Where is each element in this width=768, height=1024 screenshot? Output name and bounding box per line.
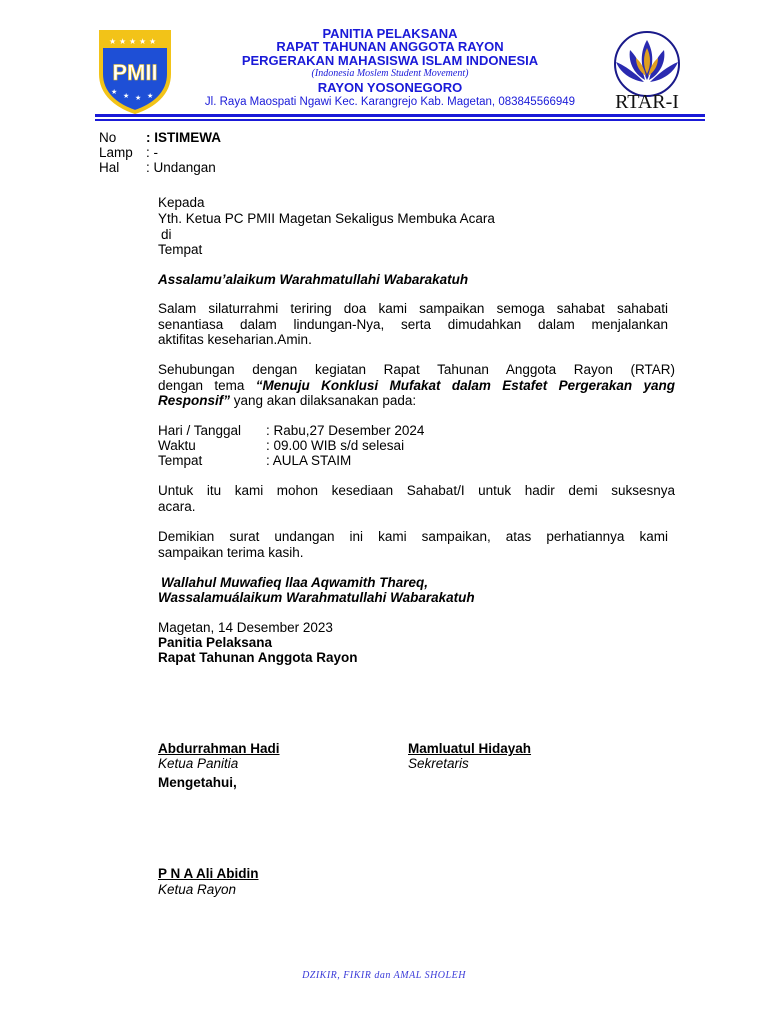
meta-no-label: No <box>99 130 117 145</box>
meta-hal-value: : Undangan <box>146 160 216 175</box>
event-time-value: : 09.00 WIB s/d selesai <box>266 438 405 453</box>
header-org-line2: RAPAT TAHUNAN ANGGOTA RAYON <box>276 39 504 54</box>
paragraph-2 <box>158 362 675 409</box>
svg-text:★: ★ <box>149 37 157 46</box>
svg-text:★: ★ <box>109 37 117 46</box>
org-name-1: Panitia Pelaksana <box>158 635 273 650</box>
meta-lamp-value: : - <box>146 145 158 160</box>
svg-text:★: ★ <box>139 37 147 46</box>
paragraph-1-line-2: senantiasa dalam lindungan-Nya, serta dimudahkan dalam menjalankan <box>158 316 668 332</box>
paragraph-1 <box>158 301 668 348</box>
recipient-di: di <box>161 227 172 242</box>
closing-line-1: Wallahul Muwafieq llaa Aqwamith Thareq, <box>161 575 429 590</box>
recipient-kepada: Kepada <box>158 195 205 210</box>
signer-1-role: Ketua Panitia <box>158 756 239 771</box>
paragraph-2-line-3 <box>158 393 675 409</box>
theme-quote: “Menuju Konklusi Mufakat dalam Estafet Pergerakan yang <box>255 377 675 393</box>
header-org-line1: PANITIA PELAKSANA <box>322 26 458 41</box>
event-date-label: Hari / Tanggal <box>158 423 242 438</box>
event-place-value: : AULA STAIM <box>266 453 352 468</box>
closing-line-2: Wassalamuálaikum Warahmatullahi Wabarakatuh <box>158 590 475 605</box>
signer-2-name: Mamluatul Hidayah <box>408 741 532 756</box>
paragraph-2-text-end: yang akan dilaksanakan pada: <box>230 393 417 408</box>
paragraph-4-line-2: sampaikan terima kasih. <box>158 544 304 560</box>
event-place-label: Tempat <box>158 453 203 468</box>
header-rule-thick <box>95 114 705 117</box>
paragraph-2-text: dengan tema <box>158 377 256 393</box>
signer-2-role: Sekretaris <box>408 756 469 771</box>
header-address: Jl. Raya Maospati Ngawi Kec. Karangrejo Kab. Magetan, 083845566949 <box>204 96 576 108</box>
header-rule-thin <box>95 119 705 121</box>
header-rayon: RAYON YOSONEGORO <box>317 80 463 95</box>
event-time-label: Waktu <box>158 438 196 453</box>
recipient-name: Yth. Ketua PC PMII Magetan Sekaligus Membuka Acara <box>158 211 495 226</box>
paragraph-3 <box>158 483 675 514</box>
paragraph-2-line-1: Sehubungan dengan kegiatan Rapat Tahunan Anggota Rayon (RTAR) <box>158 362 675 377</box>
svg-text:RTAR-I: RTAR-I <box>615 91 679 113</box>
paragraph-1-line-3: aktifitas keseharian.Amin. <box>158 332 312 347</box>
signer-3-role: Ketua Rayon <box>158 882 237 897</box>
meta-lamp-label: Lamp <box>99 145 133 160</box>
org-name-2: Rapat Tahunan Anggota Rayon <box>158 650 358 665</box>
recipient-tempat: Tempat <box>158 242 203 257</box>
paragraph-4 <box>158 529 668 560</box>
pmii-logo <box>95 28 175 114</box>
theme-quote-end: Responsif” <box>158 393 231 408</box>
event-date-value: : Rabu,27 Desember 2024 <box>266 423 425 438</box>
signer-1-name: Abdurrahman Hadi <box>158 741 280 756</box>
svg-text:★: ★ <box>119 37 127 46</box>
header-org-line3: PERGERAKAN MAHASISWA ISLAM INDONESIA <box>241 53 539 68</box>
svg-text:★: ★ <box>111 88 118 96</box>
place-date: Magetan, 14 Desember 2023 <box>158 620 333 635</box>
svg-text:★: ★ <box>123 92 130 100</box>
paragraph-1-line-1: Salam silaturrahmi teriring doa kami sampaikan semoga sahabat sahabati <box>158 301 668 316</box>
svg-text:★: ★ <box>129 37 137 46</box>
acknowledge-label: Mengetahui, <box>158 775 237 790</box>
meta-hal-label: Hal <box>99 160 120 175</box>
paragraph-2-line-2 <box>158 378 675 394</box>
paragraph-3-line-2: acara. <box>158 498 196 514</box>
signer-3-name: P N A Ali Abidin <box>158 866 259 881</box>
meta-no-value: : ISTIMEWA <box>146 130 221 145</box>
paragraph-4-line-1: Demikian surat undangan ini kami sampaikan, atas perhatiannya kami <box>158 529 668 544</box>
greeting: Assalamu’alaikum Warahmatullahi Wabarakatuh <box>158 272 469 287</box>
svg-text:★: ★ <box>135 94 142 102</box>
svg-text:★: ★ <box>147 92 154 100</box>
rtar-logo <box>592 28 702 114</box>
svg-text:PMII: PMII <box>112 60 158 85</box>
header-subtitle: (Indonesia Moslem Student Movement) <box>311 68 469 79</box>
footer-motto: DZIKIR, FIKIR dan AMAL SHOLEH <box>302 970 466 981</box>
paragraph-3-line-1: Untuk itu kami mohon kesediaan Sahabat/I untuk hadir demi suksesnya <box>158 483 675 498</box>
